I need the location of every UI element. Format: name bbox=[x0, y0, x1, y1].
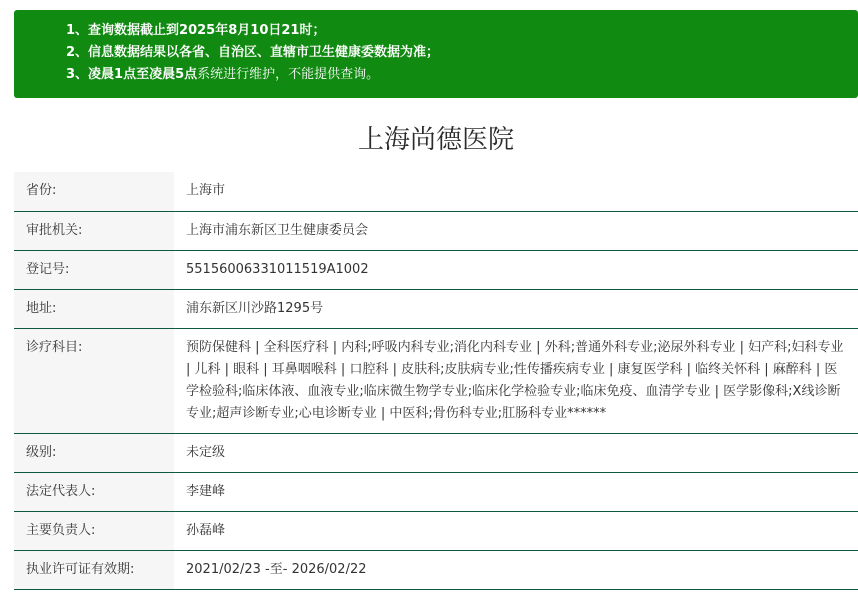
license-validity-value: 2021/02/23 -至- 2026/02/22 bbox=[174, 550, 858, 589]
row-principal bbox=[14, 511, 858, 550]
notice-line-3 bbox=[66, 64, 858, 86]
registration-number-value: 55156006331011519A1002 bbox=[174, 250, 858, 289]
hospital-name: 上海尚德医院 bbox=[357, 125, 514, 155]
address-label: 地址: bbox=[14, 289, 174, 328]
notice-line-2: 2、信息数据结果以各省、自治区、直辖市卫生健康委数据为准； bbox=[66, 45, 440, 60]
notice-banner bbox=[14, 10, 858, 98]
notice-line-3-normal: 系统进行维护，不能提供查询。 bbox=[197, 67, 380, 82]
hospital-info-table bbox=[14, 172, 858, 590]
departments-label: 诊疗科目: bbox=[14, 328, 174, 433]
approval-authority-value: 上海市浦东新区卫生健康委员会 bbox=[174, 211, 858, 250]
address-value: 浦东新区川沙路1295号 bbox=[174, 289, 858, 328]
principal-label: 主要负责人: bbox=[14, 511, 174, 550]
license-validity-label: 执业许可证有效期: bbox=[14, 550, 174, 589]
approval-authority-label: 审批机关: bbox=[14, 211, 174, 250]
notice-line-1: 1、查询数据截止到2025年8月10日21时； bbox=[66, 23, 326, 38]
row-address bbox=[14, 289, 858, 328]
row-registration-number bbox=[14, 250, 858, 289]
row-license-validity bbox=[14, 550, 858, 589]
row-legal-representative bbox=[14, 472, 858, 511]
province-value: 上海市 bbox=[174, 172, 858, 211]
row-approval-authority bbox=[14, 211, 858, 250]
row-level bbox=[14, 433, 858, 472]
principal-value: 孙磊峰 bbox=[174, 511, 858, 550]
departments-value: 预防保健科 | 全科医疗科 | 内科;呼吸内科专业;消化内科专业 | 外科;普通外科专业;泌尿外科专业 | 妇产科;妇科专业 | 儿科 | 眼科 | 耳鼻咽喉科 | 口腔科 | 皮肤科;皮肤病专业;性传播疾病专业 | 康复医学科 | 临终关怀科 | 麻醉科 | 医学检验科;临床体液、血液专业;临床微生物学专业;临床化学检验专业;临床免疫、血清学专业 | 医学影像科;X线诊断专业;超声诊断专业;心电诊断专业 | 中医科;骨伤科专业;肛肠科专业****** bbox=[174, 328, 858, 433]
province-label: 省份: bbox=[14, 172, 174, 211]
row-departments bbox=[14, 328, 858, 433]
notice-line-3-bold: 3、凌晨1点至凌晨5点 bbox=[66, 67, 198, 82]
level-value: 未定级 bbox=[174, 433, 858, 472]
legal-representative-value: 李建峰 bbox=[174, 472, 858, 511]
legal-representative-label: 法定代表人: bbox=[14, 472, 174, 511]
row-province bbox=[14, 172, 858, 211]
level-label: 级别: bbox=[14, 433, 174, 472]
registration-number-label: 登记号: bbox=[14, 250, 174, 289]
